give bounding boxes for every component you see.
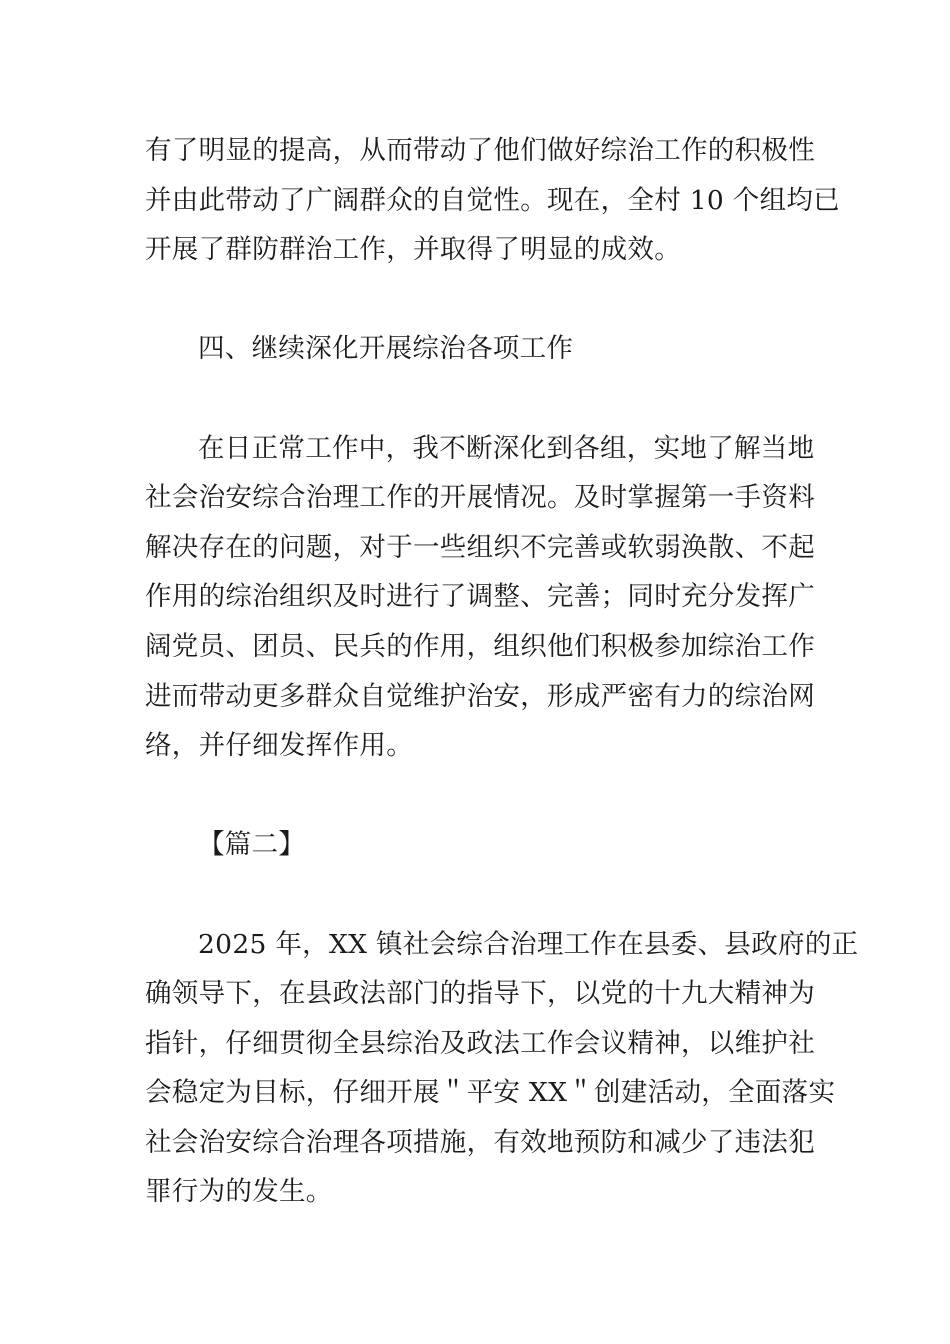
text-line: 阔党员、团员、民兵的作用，组织他们积极参加综治工作 <box>145 630 815 662</box>
heading-text: 【篇二】 <box>198 829 306 861</box>
paragraph-spacer <box>145 771 810 821</box>
text-line: 开展了群防群治工作，并取得了明显的成效。 <box>145 234 681 266</box>
paragraph-spacer <box>145 374 810 424</box>
text-line: 解决存在的问题，对于一些组织不完善或软弱涣散、不起 <box>145 531 815 563</box>
text-line: 2025 年，XX 镇社会综合治理工作在县委、县政府的正 <box>198 928 859 960</box>
text-line: 会稳定为目标，仔细开展＂平安 XX＂创建活动，全面落实 <box>145 1077 836 1109</box>
paragraph-section-four-body <box>145 424 815 771</box>
text-line: 确领导下，在县政法部门的指导下，以党的十九大精神为 <box>145 978 815 1010</box>
text-line: 罪行为的发生。 <box>145 1176 333 1208</box>
section-heading-four <box>145 324 810 374</box>
paragraph-intro-continuation <box>145 126 840 275</box>
text-line: 络，并仔细发挥作用。 <box>145 730 413 762</box>
text-line: 在日正常工作中，我不断深化到各组，实地了解当地 <box>198 432 815 464</box>
text-line: 进而带动更多群众自觉维护治安，形成严密有力的综治网 <box>145 680 815 712</box>
heading-text: 四、继续深化开展综治各项工作 <box>198 333 574 365</box>
document-page <box>145 126 859 1217</box>
paragraph-spacer <box>145 275 810 325</box>
text-line: 指针，仔细贯彻全县综治及政法工作会议精神，以维护社 <box>145 1027 815 1059</box>
text-line: 社会治安综合治理工作的开展情况。及时掌握第一手资料 <box>145 482 815 514</box>
part-two-heading <box>145 820 810 870</box>
paragraph-spacer <box>145 870 810 920</box>
paragraph-part-two-body <box>145 920 859 1218</box>
text-line: 作用的综治组织及时进行了调整、完善；同时充分发挥广 <box>145 581 815 613</box>
text-line: 有了明显的提高，从而带动了他们做好综治工作的积极性 <box>145 135 815 166</box>
text-line: 社会治安综合治理各项措施，有效地预防和减少了违法犯 <box>145 1126 815 1158</box>
text-line: 并由此带动了广阔群众的自觉性。现在，全村 10 个组均已 <box>145 184 840 216</box>
